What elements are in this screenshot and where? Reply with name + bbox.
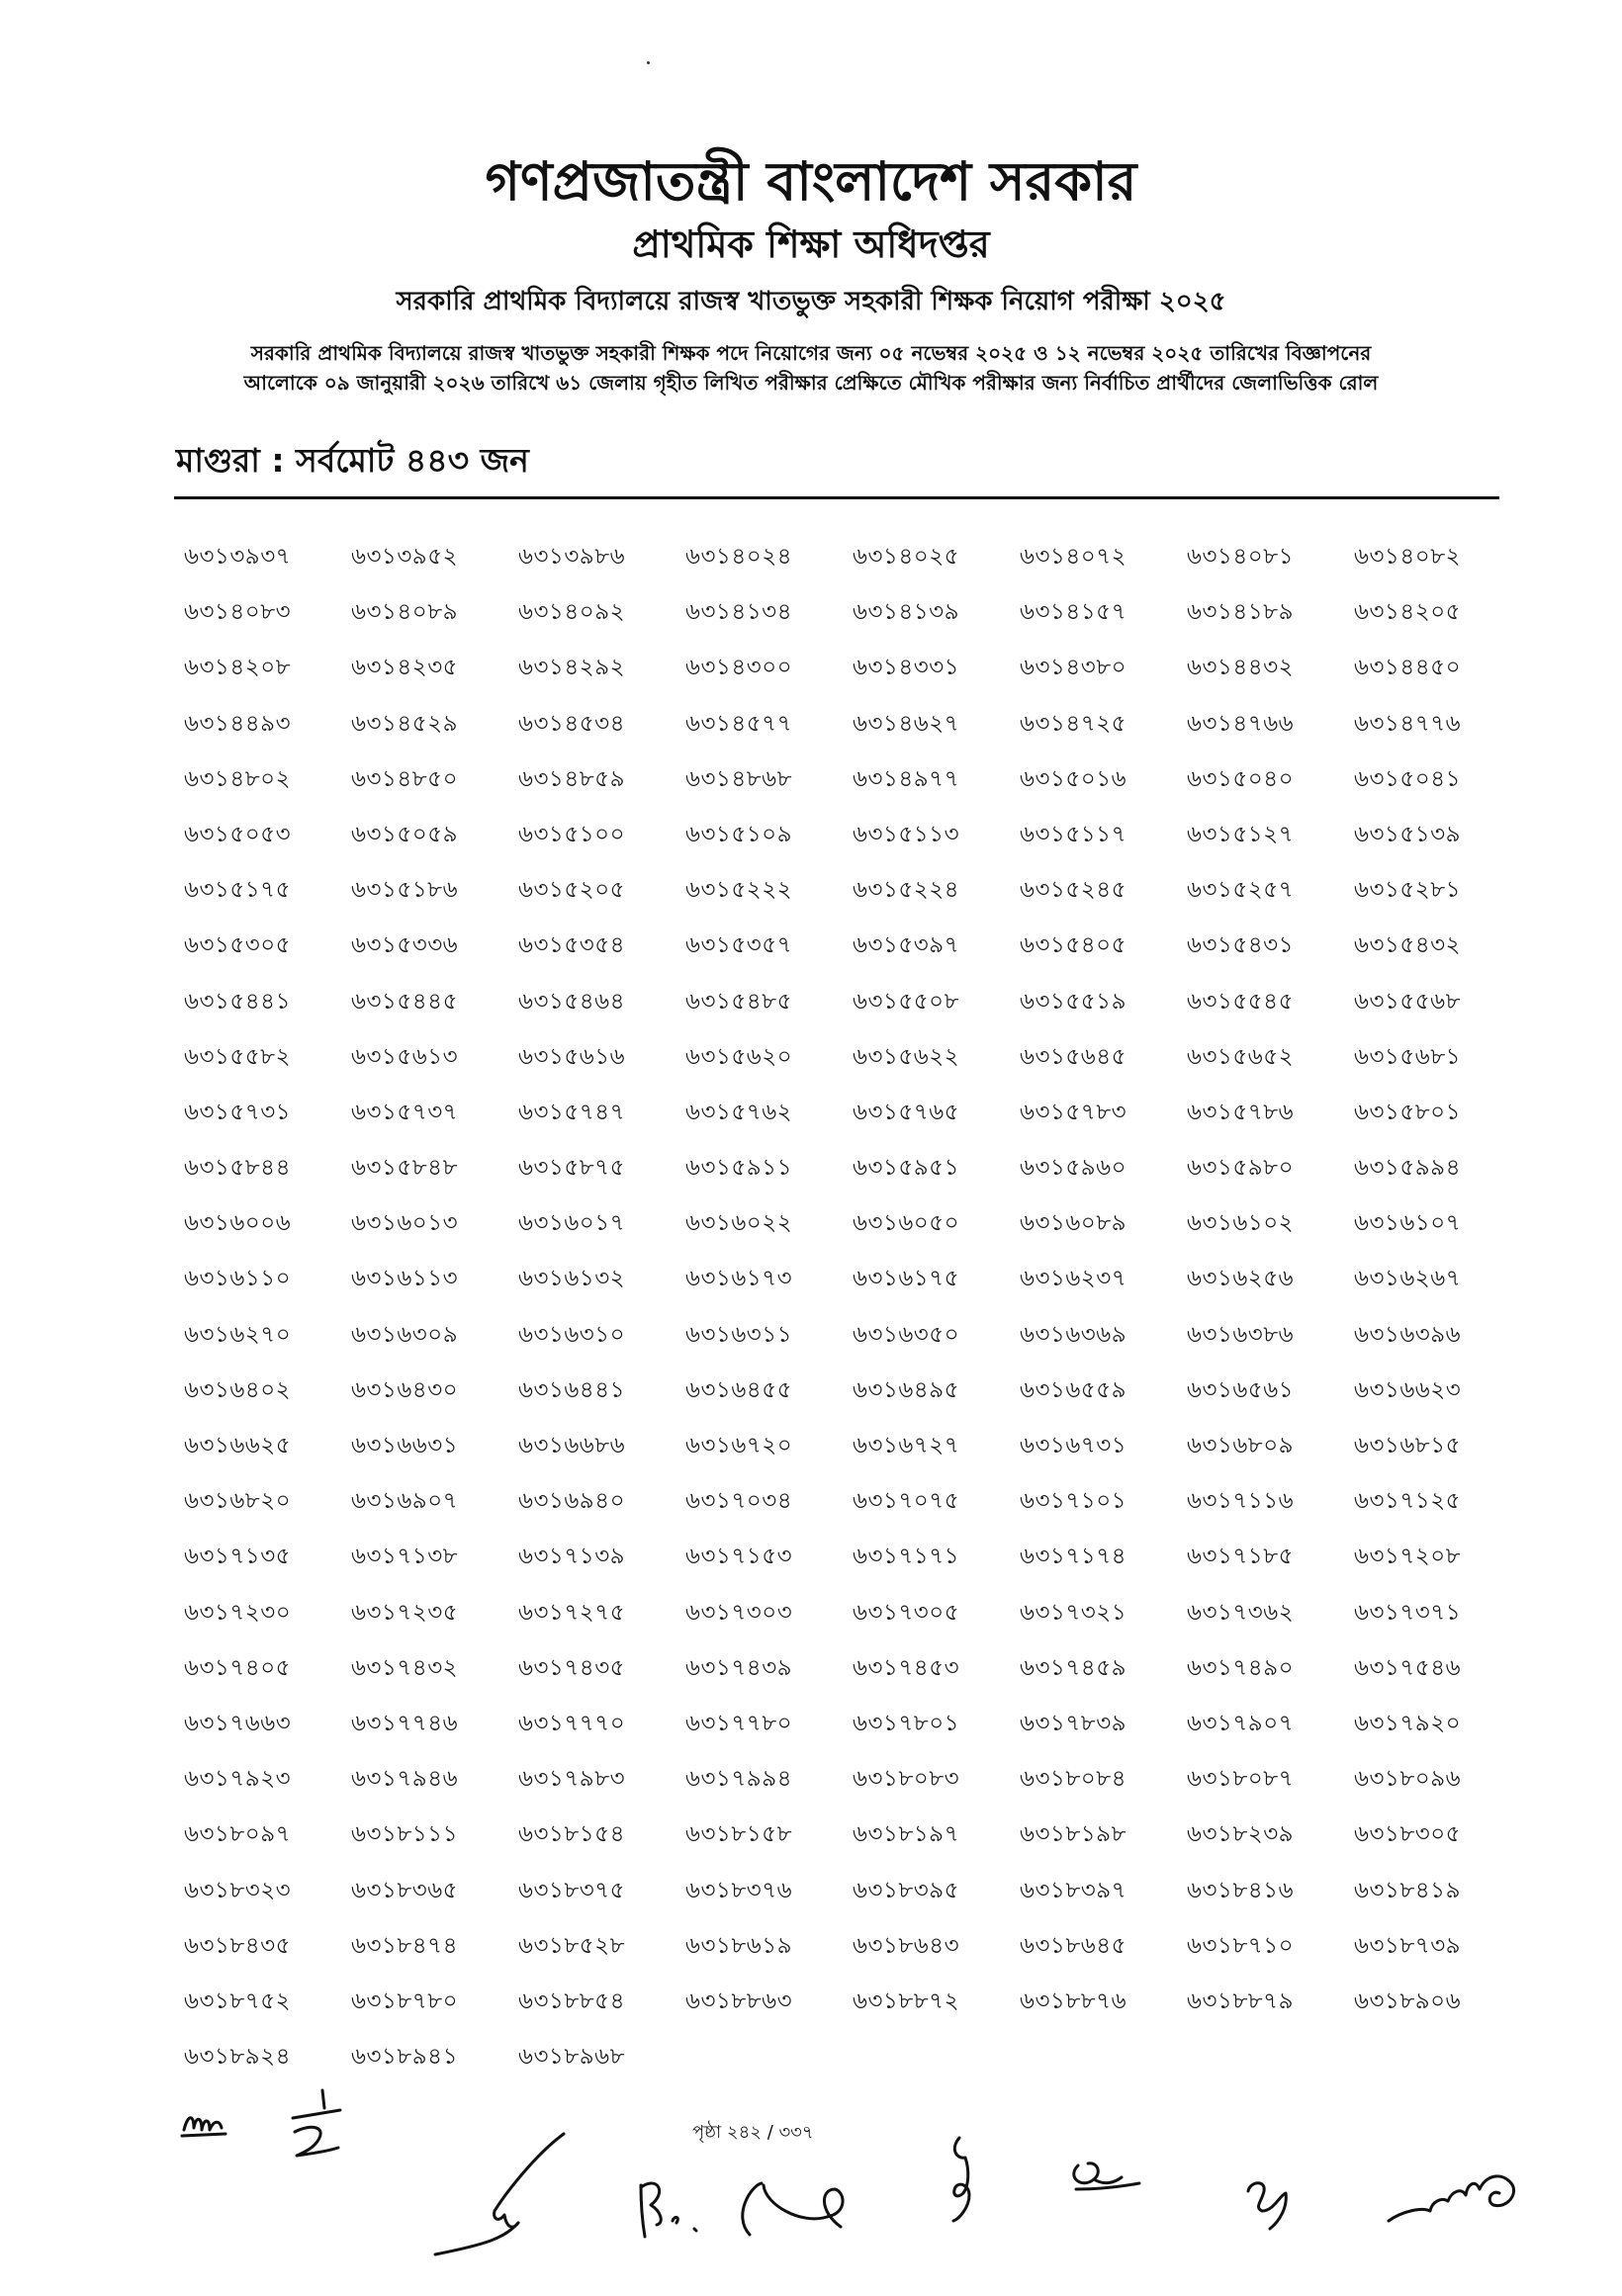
roll-number: ৬৩১৫২০৫ — [518, 877, 626, 904]
roll-number: ৬৩১৮৭৫২ — [184, 1987, 292, 2014]
roll-number: ৬৩১৮৮৭৬ — [1020, 1987, 1127, 2014]
roll-number: ৬৩১৬১৩২ — [518, 1266, 626, 1292]
roll-number: ৬৩১৪৪৩২ — [1187, 655, 1295, 681]
roll-number: ৬৩১৪০৮২ — [1354, 544, 1462, 570]
roll-number: ৬৩১৫৭৬২ — [685, 1099, 793, 1125]
roll-number: ৬৩১৪৬২৭ — [853, 710, 960, 737]
initials-signature — [180, 2104, 239, 2144]
roll-number: ৬৩১৭৮৩৯ — [1020, 1710, 1127, 1736]
roll-number: ৬৩১৪৭২৫ — [1020, 710, 1127, 737]
roll-number: ৬৩১৫৪৩২ — [1354, 932, 1462, 959]
roll-number: ৬৩১৬৪৪১ — [518, 1376, 626, 1403]
directorate-title: প্রাথমিক শিক্ষা অধিদপ্তর — [632, 222, 990, 266]
roll-number: ৬৩১৬৩৫০ — [853, 1321, 960, 1348]
roll-number: ৬৩১৭০৩৪ — [685, 1488, 793, 1515]
roll-number: ৬৩১৭৯০৭ — [1187, 1710, 1295, 1736]
roll-number: ৬৩১৫৪৮৫ — [685, 988, 793, 1015]
roll-number: ৬৩১৭১৩৯ — [518, 1544, 626, 1570]
roll-number: ৬৩১৬৩৬৯ — [1020, 1321, 1127, 1348]
roll-number: ৬৩১৪১৮৯ — [1187, 599, 1295, 626]
roll-number: ৬৩১৭৪৩৯ — [685, 1654, 793, 1681]
roll-number: ৬৩১৬৪০২ — [184, 1376, 292, 1403]
roll-number: ৬৩১৬১০২ — [1187, 1210, 1295, 1237]
roll-number: ৬৩১৭৪৯০ — [1187, 1654, 1295, 1681]
roll-number: ৬৩১৭৪৩২ — [351, 1654, 459, 1681]
roll-number: ৬৩১৪১৩৯ — [853, 599, 960, 626]
roll-number: ৬৩১৬৫৫৯ — [1020, 1376, 1127, 1403]
roll-number: ৬৩১৬০০৬ — [184, 1210, 292, 1237]
roll-number: ৬৩১৫৩০৫ — [184, 932, 292, 959]
roll-number: ৬৩১৫৮০১ — [1354, 1099, 1462, 1125]
roll-number: ৬৩১৫৬২২ — [853, 1043, 960, 1070]
roll-number: ৬৩১৭১৮৫ — [1187, 1544, 1295, 1570]
roll-number: ৬৩১৭৪৫৯ — [1020, 1654, 1127, 1681]
roll-number: ৬৩১৫৮৭৫ — [518, 1155, 626, 1182]
roll-number: ৬৩১৫৯৯৪ — [1354, 1155, 1462, 1182]
roll-number: ৬৩১৬৩১০ — [518, 1321, 626, 1348]
roll-number: ৬৩১৭৯৯৪ — [685, 1766, 793, 1793]
roll-number: ৬৩১৫৩৫৪ — [518, 932, 626, 959]
roll-number: ৬৩১৮৪৩৫ — [184, 1932, 292, 1959]
roll-number: ৬৩১৬১১৩ — [351, 1266, 459, 1292]
roll-number: ৬৩১৭৩৬২ — [1187, 1599, 1295, 1626]
roll-number: ৬৩১৪০২৫ — [853, 544, 960, 570]
roll-number: ৬৩১৪১৩৪ — [685, 599, 793, 626]
roll-number: ৬৩১৮৯০৬ — [1354, 1987, 1462, 2014]
roll-number: ৬৩১৫১৮৬ — [351, 877, 459, 904]
roll-number: ৬৩১৬৩৯৬ — [1354, 1321, 1462, 1348]
roll-number: ৬৩১৬৮২০ — [184, 1488, 292, 1515]
roll-number: ৬৩১৮৮৭৯ — [1187, 1987, 1295, 2014]
signature-2 — [633, 2165, 900, 2254]
roll-number: ৬৩১৮৪৭৪ — [351, 1932, 459, 1959]
roll-number: ৬৩১৪০৯২ — [518, 599, 626, 626]
roll-number: ৬৩১৮৩০৫ — [1354, 1821, 1462, 1848]
roll-number: ৬৩১৮০৮৪ — [1020, 1766, 1127, 1793]
roll-number: ৬৩১৫১৭৫ — [184, 877, 292, 904]
roll-number: ৬৩১৪৪৯৩ — [184, 710, 292, 737]
roll-number: ৬৩১৫৯৮০ — [1187, 1155, 1295, 1182]
roll-number: ৬৩১৬০৫০ — [853, 1210, 960, 1237]
roll-number: ৬৩১৪২০৮ — [184, 655, 292, 681]
roll-number: ৬৩১৪৮৬৮ — [685, 765, 793, 792]
roll-number: ৬৩১৭৩০৫ — [853, 1599, 960, 1626]
roll-number: ৬৩১৮৪১৬ — [1187, 1877, 1295, 1903]
roll-number: ৬৩১৬০১৩ — [351, 1210, 459, 1237]
signature-3 — [940, 2130, 989, 2229]
roll-number: ৬৩১৭১৭১ — [853, 1544, 960, 1570]
roll-number: ৬৩১৭৩২১ — [1020, 1599, 1127, 1626]
roll-number: ৬৩১৬০৮৯ — [1020, 1210, 1127, 1237]
roll-number: ৬৩১৫১১৭ — [1020, 821, 1127, 847]
roll-number: ৬৩১৫৬৮১ — [1354, 1043, 1462, 1070]
roll-number: ৬৩১৬৩০৯ — [351, 1321, 459, 1348]
roll-number: ৬৩১৮৭১০ — [1187, 1932, 1295, 1959]
roll-number: ৬৩১৭৬৬৩ — [184, 1710, 292, 1736]
roll-number: ৬৩১৩৯৫২ — [351, 544, 459, 570]
roll-number: ৬৩১৫৭৩১ — [184, 1099, 292, 1125]
roll-number: ৬৩১৫২৫৭ — [1187, 877, 1295, 904]
roll-number: ৬৩১৫৬১৩ — [351, 1043, 459, 1070]
fraction-signature — [277, 2084, 356, 2164]
roll-number: ৬৩১৪৩৩১ — [853, 655, 960, 681]
roll-number: ৬৩১৬৮১৫ — [1354, 1433, 1462, 1458]
roll-number: ৬৩১৪৫৩৪ — [518, 710, 626, 737]
roll-number: ৬৩১৮৮৭২ — [853, 1987, 960, 2014]
roll-number: ৬৩১৪০৭২ — [1020, 544, 1127, 570]
roll-number: ৬৩১৪০৮৯ — [351, 599, 459, 626]
roll-number: ৬৩১৬৬২৩ — [1354, 1376, 1462, 1403]
roll-number: ৬৩১৩৯৩৭ — [184, 544, 292, 570]
roll-number: ৬৩১৮৮৬৩ — [685, 1987, 793, 2014]
roll-number: ৬৩১৬৬৮৬ — [518, 1433, 626, 1458]
roll-number: ৬৩১৪৮৫৯ — [518, 765, 626, 792]
roll-number: ৬৩১৬২৭০ — [184, 1321, 292, 1348]
roll-number: ৬৩১৫৫৮২ — [184, 1043, 292, 1070]
roll-number: ৬৩১৬৩১১ — [685, 1321, 793, 1348]
roll-number: ৬৩১৬২৩৭ — [1020, 1266, 1127, 1292]
district-total-heading: মাগুরা : সর্বমোট ৪৪৩ জন — [176, 441, 529, 480]
roll-number: ৬৩১৮৩৬৫ — [351, 1877, 459, 1903]
roll-number: ৬৩১৮৩২৩ — [184, 1877, 292, 1903]
roll-number: ৬৩১৬০২২ — [685, 1210, 793, 1237]
roll-number: ৬৩১৫৭৩৭ — [351, 1099, 459, 1125]
roll-number: ৬৩১৭১৭৪ — [1020, 1544, 1127, 1570]
roll-number: ৬৩১৫৯৬০ — [1020, 1155, 1127, 1182]
roll-number: ৬৩১৪৯৭৭ — [853, 765, 960, 792]
roll-number: ৬৩১৭৪৩৫ — [518, 1654, 626, 1681]
roll-number: ৬৩১৮০৮৭ — [1187, 1766, 1295, 1793]
heading-underline — [174, 496, 1499, 499]
roll-number: ৬৩১৮৪১৯ — [1354, 1877, 1462, 1903]
roll-number: ৬৩১৪৮৫০ — [351, 765, 459, 792]
roll-number: ৬৩১৬৪৫৫ — [685, 1376, 793, 1403]
roll-number: ৬৩১৫১০০ — [518, 821, 626, 847]
roll-number: ৬৩১৫২৪৫ — [1020, 877, 1127, 904]
roll-number: ৬৩১৪০৮১ — [1187, 544, 1295, 570]
roll-number: ৬৩১৮৬৪৩ — [853, 1932, 960, 1959]
roll-number: ৬৩১৭২৩৫ — [351, 1599, 459, 1626]
notice-paragraph — [0, 338, 1622, 397]
roll-number: ৬৩১৭৭৪৬ — [351, 1710, 459, 1736]
roll-number: ৬৩১৫৯৫১ — [853, 1155, 960, 1182]
roll-number: ৬৩১৭৯২৩ — [184, 1766, 292, 1793]
notice-line-1: সরকারি প্রাথমিক বিদ্যালয়ে রাজস্ব খাতভুক্ত সহকারী শিক্ষক পদে নিয়োগের জন্য ০৫ নভেম্বর ২০২৫ ও ১২ নভেম্বর ২০২৫ তারিখের বিজ্ঞাপনের — [250, 341, 1372, 365]
roll-number: ৬৩১৬১৭৩ — [685, 1266, 793, 1292]
roll-number: ৬৩১৮১১১ — [351, 1821, 459, 1848]
roll-number: ৬৩১৫৫৬৮ — [1354, 988, 1462, 1015]
roll-number: ৬৩১৭৮০১ — [853, 1710, 960, 1736]
roll-number: ৬৩১৮২৩৯ — [1187, 1821, 1295, 1848]
roll-number: ৬৩১৪২০৫ — [1354, 599, 1462, 626]
roll-number: ৬৩১৭৩৭১ — [1354, 1599, 1462, 1626]
roll-number: ৬৩১৪২৩৫ — [351, 655, 459, 681]
roll-number: ৬৩১৮৩৯৫ — [853, 1877, 960, 1903]
roll-number: ৬৩১৭০৭৫ — [853, 1488, 960, 1515]
roll-number: ৬৩১৬১০৭ — [1354, 1210, 1462, 1237]
roll-number: ৬৩১৭১১৬ — [1187, 1488, 1295, 1515]
roll-number: ৬৩১৭৯৮৩ — [518, 1766, 626, 1793]
roll-number: ৬৩১৮১৯৭ — [853, 1821, 960, 1848]
roll-number: ৬৩১৪০৮৩ — [184, 599, 292, 626]
roll-number: ৬৩১৭৪৫৩ — [853, 1654, 960, 1681]
roll-number: ৬৩১৫৪৪১ — [184, 988, 292, 1015]
roll-number: ৬৩১৮০৮৩ — [853, 1766, 960, 1793]
roll-number: ৬৩১৫৪৪৫ — [351, 988, 459, 1015]
roll-number: ৬৩১৭১৩৮ — [351, 1544, 459, 1570]
roll-number: ৬৩১৮৩৭৬ — [685, 1877, 793, 1903]
roll-number: ৬৩১৫১২৭ — [1187, 821, 1295, 847]
roll-number: ৬৩১৫৪৬৪ — [518, 988, 626, 1015]
roll-number: ৬৩১৭১০১ — [1020, 1488, 1127, 1515]
roll-number: ৬৩১৪৩৮০ — [1020, 655, 1127, 681]
roll-number: ৬৩১৫০৫৩ — [184, 821, 292, 847]
roll-number: ৬৩১৭৭৮০ — [685, 1710, 793, 1736]
roll-number: ৬৩১৪৮০২ — [184, 765, 292, 792]
roll-number: ৬৩১৮৮৫৪ — [518, 1987, 626, 2014]
roll-number: ৬৩১৬৭৩১ — [1020, 1433, 1127, 1458]
roll-number: ৬৩১৮৫২৮ — [518, 1932, 626, 1959]
roll-number: ৬৩১৪০২৪ — [685, 544, 793, 570]
roll-number: ৬৩১৬৭২০ — [685, 1433, 793, 1458]
roll-number: ৬৩১৭৭৭০ — [518, 1710, 626, 1736]
roll-number: ৬৩১৭১৫৩ — [685, 1544, 793, 1570]
roll-number: ৬৩১৮১৫৮ — [685, 1821, 793, 1848]
roll-number: ৬৩১৬৩৮৬ — [1187, 1321, 1295, 1348]
roll-number: ৬৩১৮৩৭৫ — [518, 1877, 626, 1903]
roll-number: ৬৩১৮৭৮০ — [351, 1987, 459, 2014]
roll-number: ৬৩১৭৫৪৬ — [1354, 1654, 1462, 1681]
roll-number: ৬৩১৫৩৩৬ — [351, 932, 459, 959]
roll-number: ৬৩১৮০৯৭ — [184, 1821, 292, 1848]
roll-number: ৬৩১৭২৭৫ — [518, 1599, 626, 1626]
roll-number: ৬৩১৫৬১৬ — [518, 1043, 626, 1070]
roll-number: ৬৩১৫০৫৯ — [351, 821, 459, 847]
roll-number: ৬৩১৮৭৩৯ — [1354, 1932, 1462, 1959]
roll-number: ৬৩১৮০৯৬ — [1354, 1766, 1462, 1793]
roll-number: ৬৩১৬২৫৬ — [1187, 1266, 1295, 1292]
roll-number: ৬৩১৫৫০৮ — [853, 988, 960, 1015]
roll-number: ৬৩১৫৬২০ — [685, 1043, 793, 1070]
roll-number: ৬৩১৫০১৬ — [1020, 765, 1127, 792]
roll-number: ৬৩১৪১৫৭ — [1020, 599, 1127, 626]
roll-number: ৬৩১৮৯৬৮ — [518, 2044, 626, 2071]
signature-6 — [1383, 2162, 1531, 2241]
roll-number: ৬৩১৪৩০০ — [685, 655, 793, 681]
roll-number: ৬৩১৬৬৩১ — [351, 1433, 459, 1458]
roll-number: ৬৩১৬১১০ — [184, 1266, 292, 1292]
roll-number: ৬৩১৬২৬৭ — [1354, 1266, 1462, 1292]
roll-number: ৬৩১৫২২৪ — [853, 877, 960, 904]
signature-4 — [1058, 2150, 1147, 2209]
roll-number: ৬৩১৮১৯৮ — [1020, 1821, 1127, 1848]
roll-number: ৬৩১৬৫৬১ — [1187, 1376, 1295, 1403]
roll-number: ৬৩১৬৯০৭ — [351, 1488, 459, 1515]
roll-number: ৬৩১৮১৫৪ — [518, 1821, 626, 1848]
roll-number: ৬৩১৭২৩০ — [184, 1599, 292, 1626]
roll-number: ৬৩১৪৭৭৬ — [1354, 710, 1462, 737]
government-title: গণপ্রজাতন্ত্রী বাংলাদেশ সরকার — [485, 150, 1137, 213]
roll-number: ৬৩১৪৪৫০ — [1354, 655, 1462, 681]
roll-number: ৬৩১৫৩৫৭ — [685, 932, 793, 959]
signature-1 — [415, 2116, 593, 2264]
roll-number: ৬৩১৮৯৪১ — [351, 2044, 459, 2071]
roll-number: ৬৩১৫৮৪৪ — [184, 1155, 292, 1182]
roll-number: ৬৩১৫৭৮৬ — [1187, 1099, 1295, 1125]
roll-number: ৬৩১৬০১৭ — [518, 1210, 626, 1237]
roll-number: ৬৩১৪৫৭৭ — [685, 710, 793, 737]
roll-number: ৬৩১৮৩৯৭ — [1020, 1877, 1127, 1903]
roll-number: ৬৩১৫৬৪৫ — [1020, 1043, 1127, 1070]
roll-number: ৬৩১৫৪০৫ — [1020, 932, 1127, 959]
roll-number: ৬৩১৬৪৩০ — [351, 1376, 459, 1403]
roll-number: ৬৩১৫১১৩ — [853, 821, 960, 847]
roll-number-grid — [184, 538, 1521, 2093]
roll-number: ৬৩১৬৯৪০ — [518, 1488, 626, 1515]
roll-number: ৬৩১৫০৪০ — [1187, 765, 1295, 792]
roll-number: ৬৩১৫৭৬৫ — [853, 1099, 960, 1125]
roll-number: ৬৩১৭৪০৫ — [184, 1654, 292, 1681]
roll-number: ৬৩১৭৯২০ — [1354, 1710, 1462, 1736]
scan-speck — [647, 61, 650, 64]
roll-number: ৬৩১৫৪৩১ — [1187, 932, 1295, 959]
roll-number: ৬৩১৭৯৪৬ — [351, 1766, 459, 1793]
notice-line-2: আলোকে ০৯ জানুয়ারী ২০২৬ তারিখে ৬১ জেলায় গৃহীত লিখিত পরীক্ষার প্রেক্ষিতে মৌখিক পরীক্ষার জন্য নির্বাচিত প্রার্থীদের জেলাভিত্তিক রোল — [243, 371, 1379, 395]
roll-number: ৬৩১৪৫২৯ — [351, 710, 459, 737]
roll-number: ৬৩১৫৭৮৩ — [1020, 1099, 1127, 1125]
roll-number: ৬৩১৫৬৫২ — [1187, 1043, 1295, 1070]
roll-number: ৬৩১৬৮০৯ — [1187, 1433, 1295, 1458]
roll-number: ৬৩১৫০৪১ — [1354, 765, 1462, 792]
roll-number: ৬৩১৩৯৮৬ — [518, 544, 626, 570]
roll-number: ৬৩১৫১৩৯ — [1354, 821, 1462, 847]
roll-number: ৬৩১৭৩০৩ — [685, 1599, 793, 1626]
roll-number: ৬৩১৭১২৫ — [1354, 1488, 1462, 1515]
roll-number: ৬৩১৫৩৯৭ — [853, 932, 960, 959]
exam-title: সরকারি প্রাথমিক বিদ্যালয়ে রাজস্ব খাতভুক্ত সহকারী শিক্ষক নিয়োগ পরীক্ষা ২০২৫ — [396, 287, 1226, 316]
page-number: পৃষ্ঠা ২৪২ / ৩৩৭ — [692, 2122, 814, 2143]
roll-number: ৬৩১৪৭৬৬ — [1187, 710, 1295, 737]
roll-number: ৬৩১৫১০৯ — [685, 821, 793, 847]
roll-number: ৬৩১৬৬২৫ — [184, 1433, 292, 1458]
roll-number: ৬৩১৫৯১১ — [685, 1155, 793, 1182]
roll-number: ৬৩১৭২০৮ — [1354, 1544, 1462, 1570]
roll-number: ৬৩১৫২৮১ — [1354, 877, 1462, 904]
roll-number: ৬৩১৮৬১৯ — [685, 1932, 793, 1959]
roll-number: ৬৩১৮৯২৪ — [184, 2044, 292, 2071]
roll-number: ৬৩১৬৭২৭ — [853, 1433, 960, 1458]
roll-number: ৬৩১৬১৭৫ — [853, 1266, 960, 1292]
roll-number: ৬৩১৫৮৪৮ — [351, 1155, 459, 1182]
roll-number: ৬৩১৫২২২ — [685, 877, 793, 904]
roll-number: ৬৩১৪২৯২ — [518, 655, 626, 681]
signature-5 — [1240, 2171, 1309, 2241]
roll-number: ৬৩১৫৭৪৭ — [518, 1099, 626, 1125]
roll-number: ৬৩১৭১৩৫ — [184, 1544, 292, 1570]
roll-number: ৬৩১৫৫১৯ — [1020, 988, 1127, 1015]
roll-number: ৬৩১৬৪৯৫ — [853, 1376, 960, 1403]
roll-number: ৬৩১৫৫৪৫ — [1187, 988, 1295, 1015]
roll-number: ৬৩১৮৬৪৫ — [1020, 1932, 1127, 1959]
